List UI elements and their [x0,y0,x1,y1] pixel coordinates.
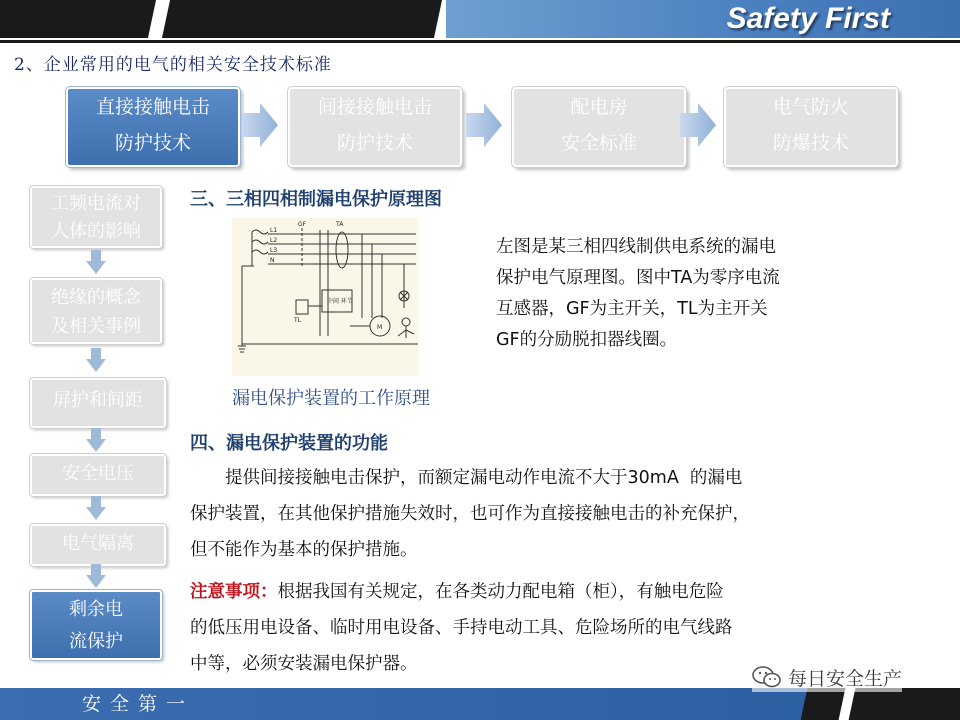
down-arrow-icon [86,564,106,588]
footer-black-block [849,688,960,720]
description-line: GF的分励脱扣器线圈。 [496,330,678,350]
down-arrow-icon [86,496,106,520]
header-black-block [162,0,442,38]
wechat-icon [752,665,782,689]
note-line: 中等，必须安装漏电保护器。 [190,654,418,674]
top-step-line1: 直接接触电击 [95,96,210,118]
right-arrow-icon [680,103,716,147]
left-step-shielding[interactable] [30,378,166,428]
left-step-line1: 剩余电 [69,599,123,620]
watermark-text: 每日安全生产 [788,667,903,690]
header-title: Safety First [726,2,890,35]
right-arrow-icon [466,103,502,147]
left-step-line1: 绝缘的概念 [51,287,141,308]
left-step-safe-voltage[interactable] [30,454,166,496]
description-line: 保护电气原理图。图中TA为零序电流 [496,268,780,288]
top-step-line1: 间接接触电击 [317,96,432,118]
top-step-line2: 防爆技术 [772,132,849,154]
header-bar [0,0,960,38]
left-step-current-effects[interactable] [30,186,162,248]
function-paragraph [190,460,880,568]
heading-principle: 三、三相四相制漏电保护原理图 [190,189,442,210]
note-line: 根据我国有关规定，在各类动力配电箱（柜），有触电危险 [277,582,724,602]
diagram-label-m: M [377,324,383,331]
description-line: 互感器，GF为主开关，TL为主开关 [496,299,768,319]
diagram-label-tl: TL [294,317,302,324]
left-step-label: 电气隔离 [62,533,134,554]
left-step-label: 安全电压 [62,463,134,484]
left-step-residual-current[interactable] [30,590,162,660]
left-step-label: 屏护和间距 [53,390,143,411]
top-step-line1: 电气防火 [772,96,849,118]
diagram-label-l3: L3 [270,247,278,254]
circuit-diagram [232,218,418,376]
header-black-block [0,0,156,38]
watermark [752,662,902,692]
top-step-direct-contact[interactable] [66,87,240,167]
heading-function: 四、漏电保护装置的功能 [190,433,388,454]
note-label: 注意事项： [190,582,278,602]
left-step-insulation[interactable] [30,278,162,344]
diagram-caption: 漏电保护装置的工作原理 [232,388,430,409]
diagram-label-gf: GF [298,221,307,228]
diagram-description [496,232,866,356]
left-step-line2: 人体的影响 [51,221,141,242]
top-step-fire-explosion[interactable] [724,87,898,167]
footer-text: 安全第一 [82,693,195,715]
section-title: 2、企业常用的电气的相关安全技术标准 [14,55,332,75]
left-step-line1: 工频电流对 [51,193,141,214]
left-step-line2: 流保护 [69,631,123,652]
top-step-line1: 配电房 [570,96,628,118]
left-step-line2: 及相关事例 [51,316,141,337]
down-arrow-icon [86,428,106,452]
top-step-indirect-contact[interactable] [288,87,462,167]
function-line: 保护装置，在其他保护措施失效时，也可作为直接接触电击的补充保护， [190,504,750,524]
diagram-label-ta: TA [336,221,344,228]
down-arrow-icon [86,348,106,372]
function-line: 提供间接接触电击保护，而额定漏电动作电流不大于30mA 的漏电 [190,468,743,488]
top-step-line2: 防护技术 [336,132,413,154]
top-step-distribution-room[interactable] [512,87,686,167]
diagram-label-box: 中间 环节 [327,298,353,305]
description-line: 左图是某三相四线制供电系统的漏电 [496,237,776,257]
footer-black-block [801,688,846,720]
note-line: 的低压用电设备、临时用电设备、手持电动工具、危险场所的电气线路 [190,618,733,638]
diagram-label-l2: L2 [270,237,278,244]
diagram-label-l1: L1 [270,227,278,234]
diagram-label-n: N [270,257,275,264]
function-line: 但不能作为基本的保护措施。 [190,540,418,560]
top-step-line2: 安全标准 [560,132,637,154]
header-rule [0,40,960,43]
left-step-isolation[interactable] [30,524,166,566]
right-arrow-icon [242,103,278,147]
top-step-line2: 防护技术 [114,132,191,154]
down-arrow-icon [86,250,106,274]
